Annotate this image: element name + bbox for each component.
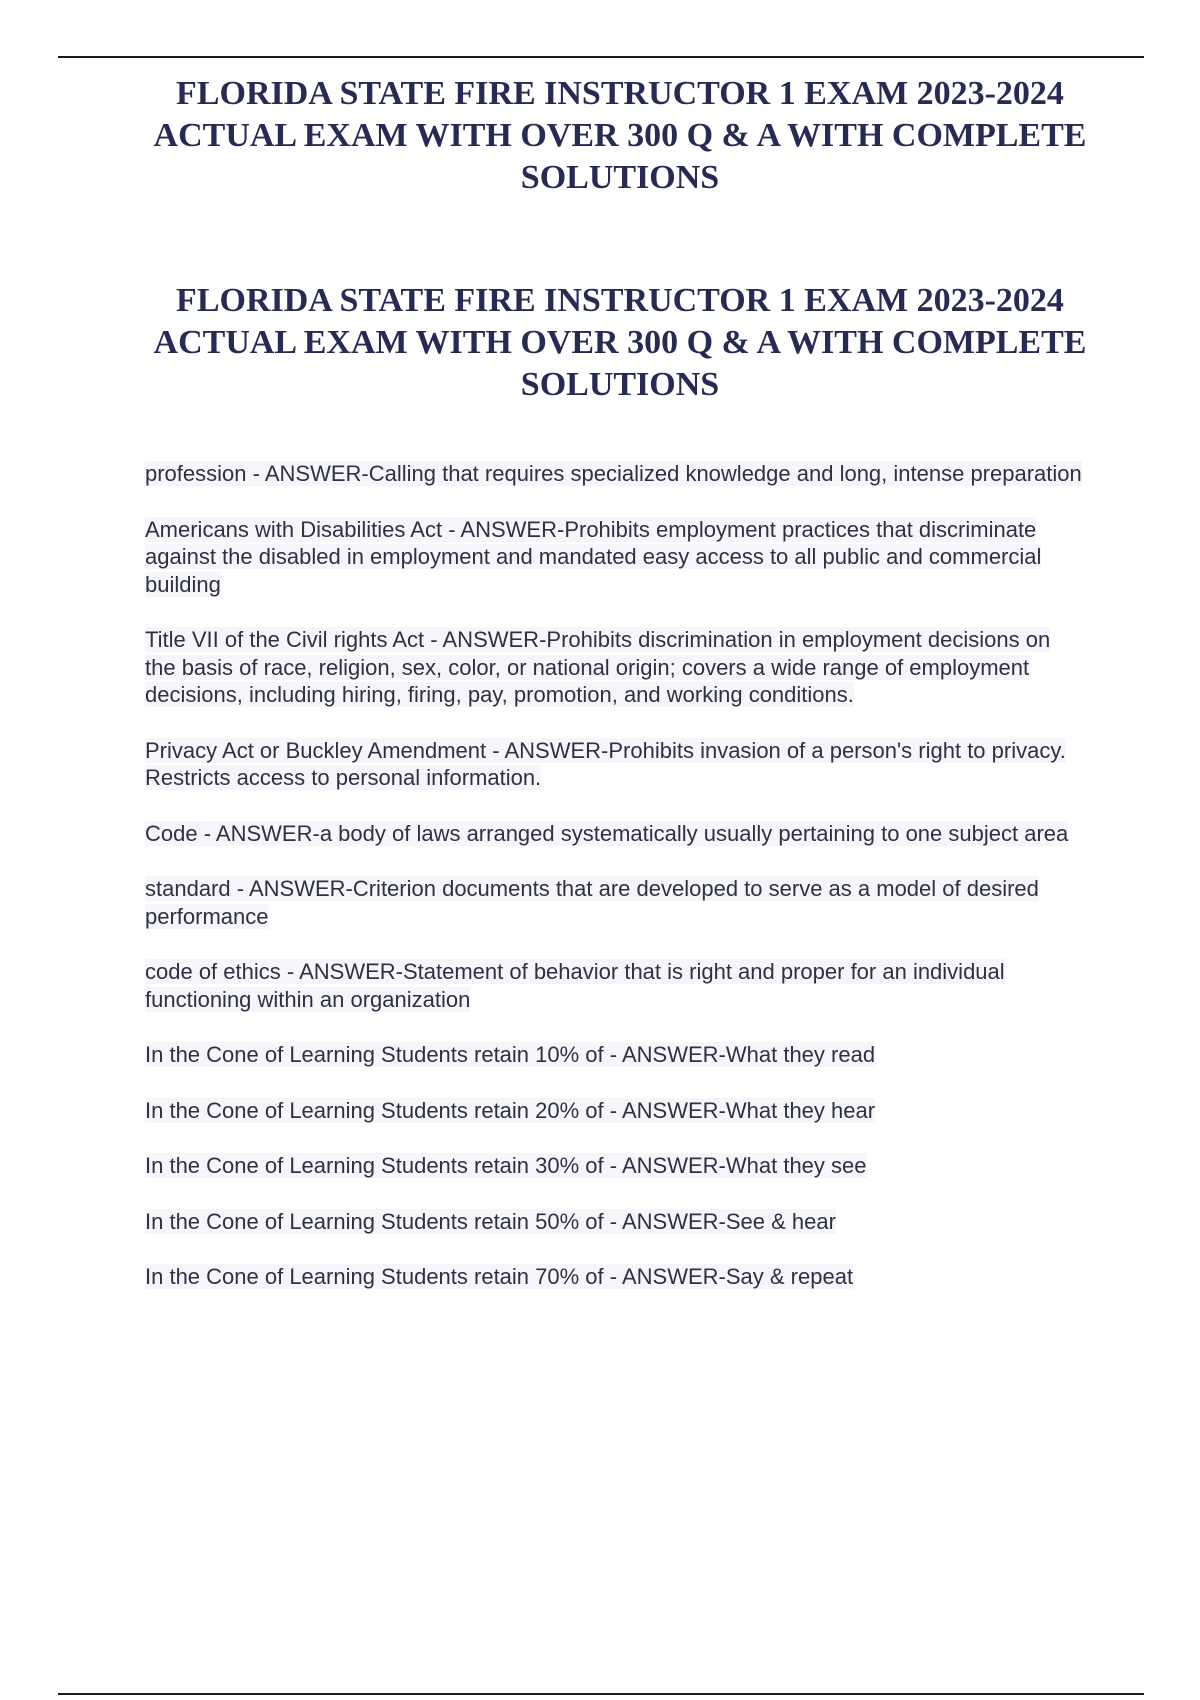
bottom-divider [58, 1693, 1144, 1695]
document-title: FLORIDA STATE FIRE INSTRUCTOR 1 EXAM 2023-2024 ACTUAL EXAM WITH OVER 300 Q & A WITH COMPLETE SOLUTIONS [153, 75, 1087, 196]
qa-entry-ada [145, 516, 1085, 599]
qa-entry-text: Title VII of the Civil rights Act - ANSWER-Prohibits discrimination in employment decisions on the basis of race, religion, sex, color, or national origin; covers a wide range of employment decisions, including hiring, firing, pay, promotion, and working conditions. [145, 627, 1051, 707]
qa-entry-text: In the Cone of Learning Students retain 20% of - ANSWER-What they hear [145, 1097, 876, 1123]
qa-entry-profession [145, 460, 1085, 488]
qa-entry-code-of-ethics [145, 958, 1085, 1013]
document-subtitle-repeat: FLORIDA STATE FIRE INSTRUCTOR 1 EXAM 2023-2024 ACTUAL EXAM WITH OVER 300 Q & A WITH COMPLETE SOLUTIONS [153, 282, 1087, 403]
qa-entry-cone-70 [145, 1263, 1085, 1291]
qa-entry-text: In the Cone of Learning Students retain 50% of - ANSWER-See & hear [145, 1208, 836, 1234]
qa-entry-standard [145, 875, 1085, 930]
qa-entry-cone-10 [145, 1041, 1085, 1069]
qa-entry-text: In the Cone of Learning Students retain 70% of - ANSWER-Say & repeat [145, 1264, 854, 1289]
qa-list [145, 460, 1085, 1319]
qa-entry-cone-30 [145, 1152, 1085, 1180]
qa-entry-code [145, 820, 1085, 848]
top-divider [58, 56, 1144, 58]
qa-entry-text: code of ethics - ANSWER-Statement of behavior that is right and proper for an individual functioning within an organization [145, 959, 1005, 1012]
qa-entry-text: In the Cone of Learning Students retain 10% of - ANSWER-What they read [145, 1042, 876, 1067]
qa-entry-text: Code - ANSWER-a body of laws arranged systematically usually pertaining to one subject area [145, 820, 1069, 846]
qa-entry-text: Privacy Act or Buckley Amendment - ANSWER-Prohibits invasion of a person's right to privacy. Restricts access to personal information. [145, 737, 1066, 790]
qa-entry-privacy-act [145, 737, 1085, 792]
qa-entry-cone-20 [145, 1097, 1085, 1125]
qa-entry-text: Americans with Disabilities Act - ANSWER-Prohibits employment practices that discriminate against the disabled in employment and mandated easy access to all public and commercial building [145, 516, 1042, 597]
qa-entry-title-vii [145, 626, 1085, 709]
qa-entry-cone-50 [145, 1208, 1085, 1236]
qa-entry-text: profession - ANSWER-Calling that requires specialized knowledge and long, intense preparation [145, 461, 1082, 486]
qa-entry-text: standard - ANSWER-Criterion documents that are developed to serve as a model of desired performance [145, 876, 1039, 929]
qa-entry-text: In the Cone of Learning Students retain 30% of - ANSWER-What they see [145, 1153, 867, 1178]
